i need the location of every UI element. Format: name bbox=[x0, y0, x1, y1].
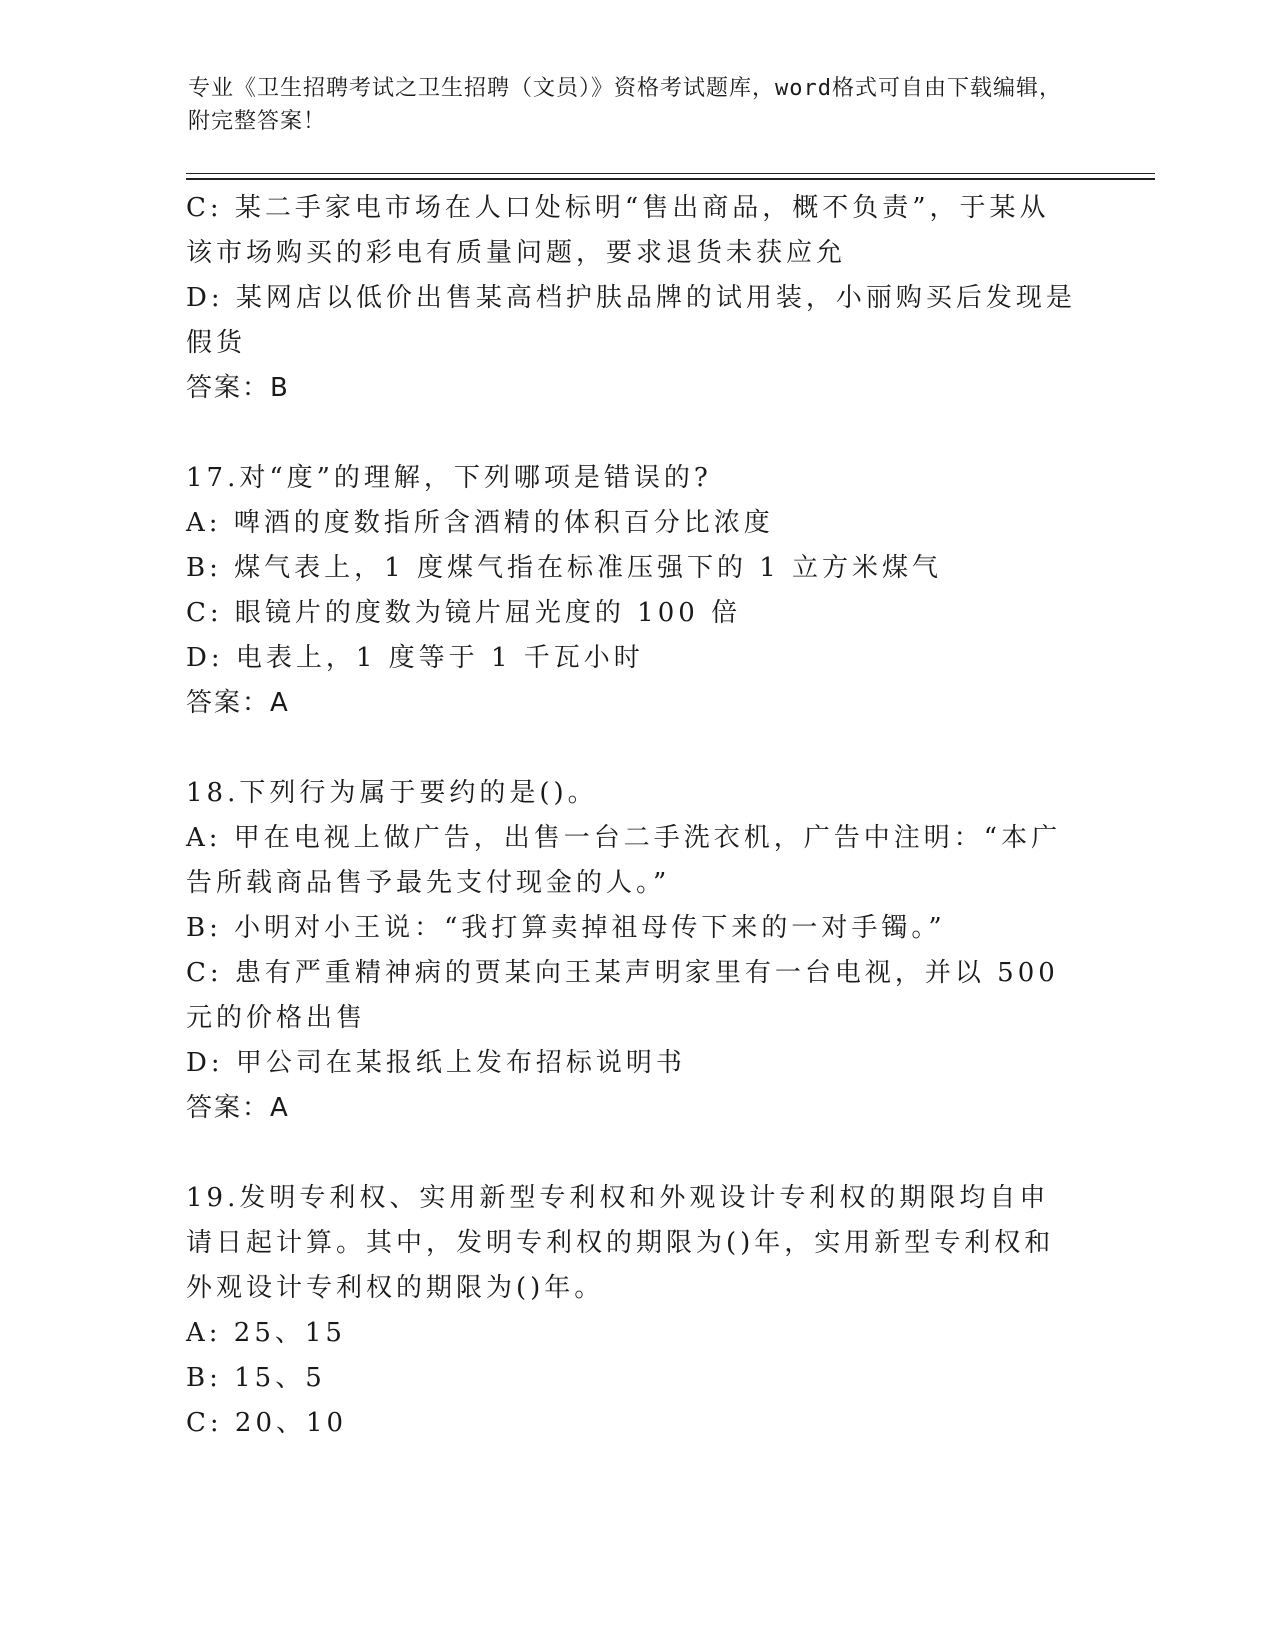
question-block-17 bbox=[186, 456, 1076, 726]
answer-line: 答案：A bbox=[186, 688, 290, 718]
document-header: 专业《卫生招聘考试之卫生招聘（文员）》资格考试题库，word格式可自由下载编辑，附完整答案！ bbox=[188, 76, 1062, 134]
question-block-19 bbox=[186, 1176, 1076, 1446]
spacer bbox=[186, 1131, 1076, 1176]
answer-line: 答案：A bbox=[186, 1093, 290, 1123]
option-d: D: 甲公司在某报纸上发布招标说明书 bbox=[186, 1048, 686, 1078]
answer-line: 答案：B bbox=[186, 373, 290, 403]
spacer bbox=[186, 726, 1076, 771]
question-text: 19.发明专利权、实用新型专利权和外观设计专利权的期限均自申请日起计算。其中，发明专利权的期限为()年，实用新型专利权和外观设计专利权的期限为()年。 bbox=[186, 1183, 1055, 1303]
option-c: C: 20、10 bbox=[186, 1408, 348, 1438]
header-divider-thick bbox=[186, 178, 1155, 180]
spacer bbox=[186, 411, 1076, 456]
question-text: 18.下列行为属于要约的是()。 bbox=[186, 778, 598, 808]
option-d: D: 电表上，1 度等于 1 千瓦小时 bbox=[186, 643, 644, 673]
question-text: 17.对“度”的理解，下列哪项是错误的? bbox=[186, 463, 712, 493]
question-block-16 bbox=[186, 186, 1076, 411]
option-c: C: 患有严重精神病的贾某向王某声明家里有一台电视，并以 500 元的价格出售 bbox=[186, 958, 1059, 1033]
option-d: D: 某网店以低价出售某高档护肤品牌的试用装，小丽购买后发现是假货 bbox=[186, 283, 1076, 358]
option-b: B: 15、5 bbox=[186, 1363, 326, 1393]
option-a: A: 25、15 bbox=[186, 1318, 346, 1348]
option-c: C: 某二手家电市场在人口处标明“售出商品，概不负责”，于某从该市场购买的彩电有质量问题，要求退货未获应允 bbox=[186, 193, 1050, 268]
option-a: A: 啤酒的度数指所含酒精的体积百分比浓度 bbox=[186, 508, 774, 538]
option-a: A: 甲在电视上做广告，出售一台二手洗衣机，广告中注明：“本广告所载商品售予最先支付现金的人。” bbox=[186, 823, 1062, 898]
question-list bbox=[186, 186, 1076, 1446]
header-divider-thin bbox=[186, 173, 1155, 174]
option-c: C: 眼镜片的度数为镜片屈光度的 100 倍 bbox=[186, 598, 742, 628]
option-b: B: 煤气表上，1 度煤气指在标准压强下的 1 立方米煤气 bbox=[186, 553, 943, 583]
option-b: B: 小明对小王说：“我打算卖掉祖母传下来的一对手镯。” bbox=[186, 913, 946, 943]
question-block-18 bbox=[186, 771, 1076, 1131]
